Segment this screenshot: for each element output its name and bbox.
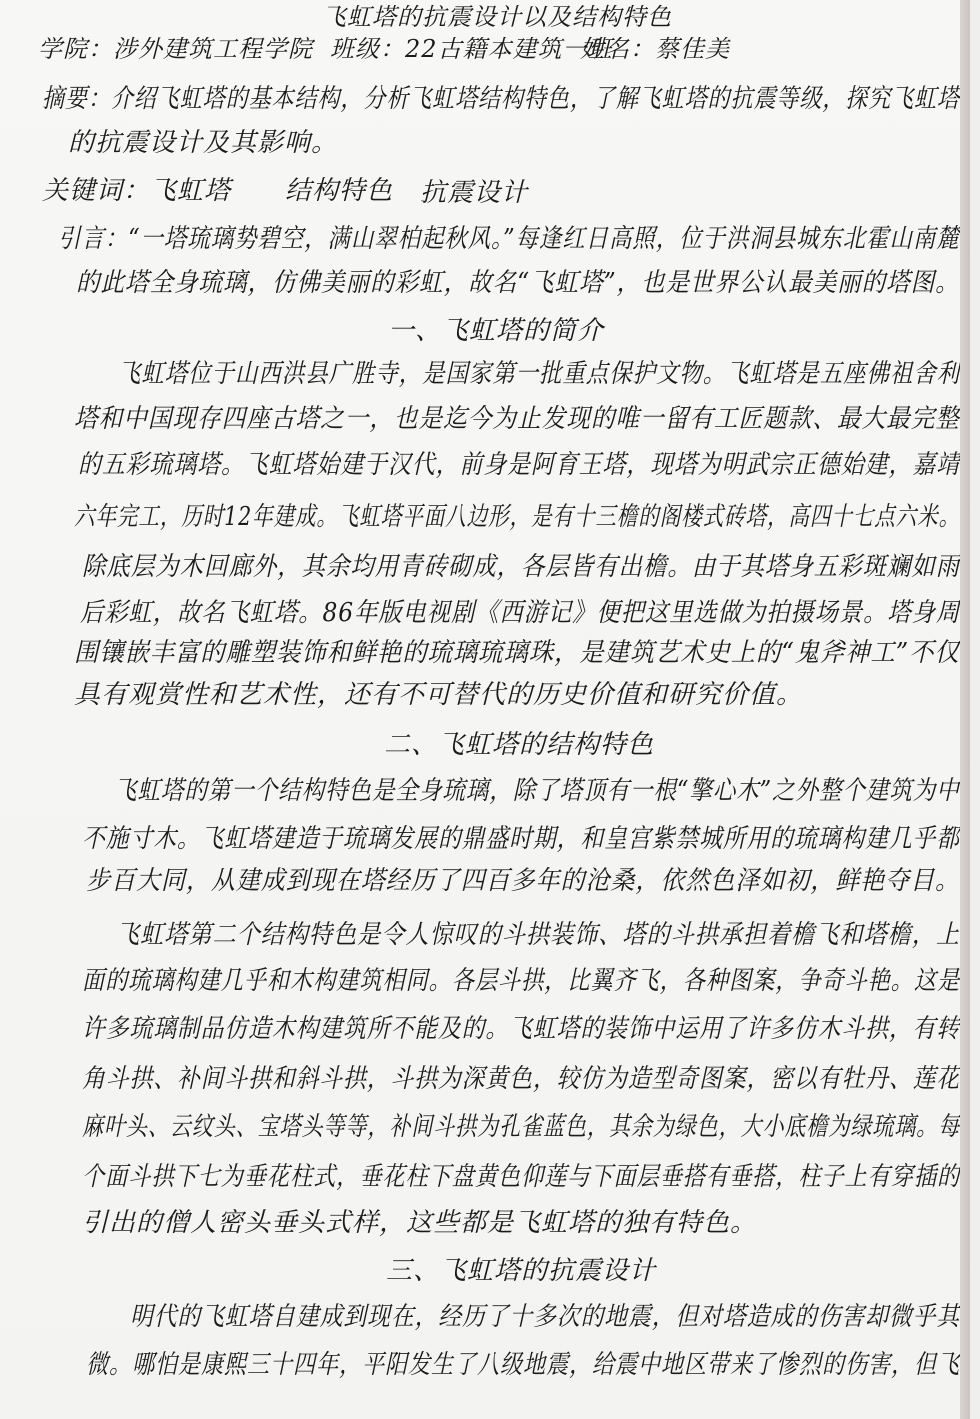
body-line: 许多琉璃制品仿造木构建筑所不能及的。飞虹塔的装饰中运用了许多仿木斗拱，有转 — [82, 1014, 961, 1044]
body-line: 塔和中国现存四座古塔之一，也是迄今为止发现的唯一留有工匠题款、最大最完整 — [74, 404, 960, 434]
abstract-line: 的抗震设计及其影响。 — [68, 128, 339, 158]
body-line: 微。哪怕是康熙三十四年，平阳发生了八级地震，给震中地区带来了惨烈的伤害，但飞 — [86, 1350, 961, 1380]
keywords-label: 关键词： — [42, 176, 151, 206]
name-field: 姓名：蔡佳美 — [580, 35, 730, 63]
paper-edge — [960, 0, 970, 1419]
body-line: 飞虹塔位于山西洪县广胜寺，是国家第一批重点保护文物。飞虹塔是五座佛祖舍利 — [118, 359, 961, 389]
section-heading: 一、飞虹塔的简介 — [388, 316, 605, 346]
body-line: 围镶嵌丰富的雕塑装饰和鲜艳的琉璃琉璃珠，是建筑艺术史上的“鬼斧神工”不仅 — [74, 638, 960, 668]
body-line: 飞虹塔的第一个结构特色是全身琉璃，除了塔顶有一根“擎心木”之外整个建筑为中 — [114, 776, 960, 806]
intro-line: 引言：“一塔琉璃势碧空，满山翠柏起秋风。”每逢红日高照，位于洪洞县城东北霍山南麓 — [58, 224, 960, 254]
body-line: 步百大同，从建成到现在塔经历了四百多年的沧桑，依然色泽如初，鲜艳夺目。 — [86, 866, 961, 896]
body-line: 飞虹塔第二个结构特色是令人惊叹的斗拱装饰、塔的斗拱承担着檐飞和塔檐，上 — [116, 920, 960, 950]
body-line: 除底层为木回廊外，其余均用青砖砌成，各层皆有出檐。由于其塔身五彩斑斓如雨 — [82, 552, 961, 582]
essay-title: 飞虹塔的抗震设计以及结构特色 — [322, 3, 672, 31]
body-line: 后彩虹，故名飞虹塔。86年版电视剧《西游记》便把这里选做为拍摄场景。塔身周 — [80, 598, 961, 628]
body-line: 个面斗拱下七为垂花柱式，垂花柱下盘黄色仰莲与下面层垂搭有垂搭，柱子上有穿插的 — [82, 1162, 961, 1192]
body-line: 的五彩琉璃塔。飞虹塔始建于汉代，前身是阿育王塔，现塔为明武宗正德始建，嘉靖 — [78, 450, 961, 480]
body-line: 引出的僧人密头垂头式样，这些都是飞虹塔的独有特色。 — [82, 1208, 758, 1238]
section-heading: 三、飞虹塔的抗震设计 — [386, 1256, 657, 1286]
keyword-item: 结构特色 — [285, 176, 394, 206]
body-line: 不施寸木。飞虹塔建造于琉璃发展的鼎盛时期，和皇宫紫禁城所用的琉璃构建几乎都 — [82, 824, 961, 854]
body-line: 面的琉璃构建几乎和木构建筑相同。各层斗拱，比翼齐飞，各种图案，争奇斗艳。这是 — [82, 966, 961, 996]
class-field: 班级：22古籍本建筑一班 — [330, 35, 613, 63]
body-line: 角斗拱、补间斗拱和斜斗拱，斗拱为深黄色，较仿为造型奇图案，密以有牡丹、莲花 — [82, 1064, 961, 1094]
keyword-item: 抗震设计 — [420, 178, 529, 208]
body-line: 具有观赏性和艺术性，还有不可替代的历史价值和研究价值。 — [74, 680, 804, 710]
body-line: 六年完工，历时12年建成。飞虹塔平面八边形，是有十三檐的阁楼式砖塔，高四十七点六米。 — [74, 502, 961, 532]
intro-line: 的此塔全身琉璃，仿佛美丽的彩虹，故名“飞虹塔”，也是世界公认最美丽的塔图。 — [76, 268, 960, 298]
school-field: 学院：涉外建筑工程学院 — [38, 35, 313, 63]
keyword-item: 飞虹塔 — [150, 176, 232, 206]
body-line: 明代的飞虹塔自建成到现在，经历了十多次的地震，但对塔造成的伤害却微乎其 — [130, 1302, 961, 1332]
section-heading: 二、飞虹塔的结构特色 — [384, 730, 655, 760]
abstract-line: 摘要：介绍飞虹塔的基本结构，分析飞虹塔结构特色，了解飞虹塔的抗震等级，探究飞虹塔 — [42, 84, 961, 114]
body-line: 麻叶头、云纹头、宝塔头等等，补间斗拱为孔雀蓝色，其余为绿色，大小底檐为绿琉璃。每 — [82, 1112, 961, 1142]
